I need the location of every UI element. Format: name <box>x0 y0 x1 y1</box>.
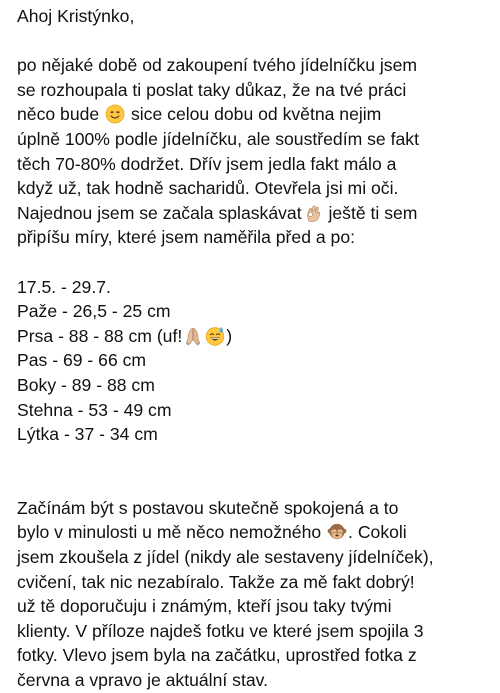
paragraph-line: se rozhoupala ti poslat taky důkaz, že na tvé práci <box>17 79 407 100</box>
measurement-item: Lýtka - 37 - 34 cm <box>17 424 158 445</box>
paragraph-line: připíšu míry, které jsem naměřila před a po: <box>17 227 355 248</box>
line-text: bylo v minulosti u mě něco nemožného <box>17 522 327 543</box>
measurement-item: Boky - 89 - 88 cm <box>17 374 155 395</box>
line-text: Najednou jsem se začala splaskávat <box>17 202 302 223</box>
see-no-evil-monkey-emoji-icon <box>327 522 347 542</box>
paragraph-line: když už, tak hodně sacharidů. Otevřela jsi mi oči. <box>17 178 399 199</box>
paragraph-line: jsem zkoušela z jídel (nikdy ale sestaveny jídelníček), <box>17 547 434 568</box>
greeting: Ahoj Kristýnko, <box>17 6 135 26</box>
paragraph-line: těch 70-80% dodržet. Dřív jsem jedla fakt málo a <box>17 153 397 174</box>
paragraph-line <box>17 201 495 226</box>
paragraph-line: cvičení, tak nic nezabíralo. Takže za mě fakt dobrý! <box>17 571 415 592</box>
measurement-item <box>17 324 495 349</box>
paragraph-line <box>17 102 495 127</box>
blank-line <box>17 471 495 496</box>
paragraph-line: úplně 100% podle jídelníčku, ale soustředím se fakt <box>17 128 419 149</box>
paragraph-line: po nějaké době od zakoupení tvého jídelníčku jsem <box>17 55 418 76</box>
smiling-face-emoji-icon <box>105 104 125 124</box>
blank-line <box>17 250 495 275</box>
folded-hands-emoji-icon <box>183 326 203 346</box>
measurement-item: Pas - 69 - 66 cm <box>17 350 147 371</box>
paragraph-line <box>17 520 495 545</box>
measurement-item: Stehna - 53 - 49 cm <box>17 399 172 420</box>
line-text: ) <box>226 325 233 346</box>
paragraph-line: června a vpravo je aktuální stav. <box>17 670 269 691</box>
paragraph-line: fotky. Vlevo jsem byla na začátku, uprostřed fotka z <box>17 645 417 666</box>
line-text: ještě ti sem <box>323 202 418 223</box>
paragraph-line: klienty. V příloze najdeš fotku ve které jsem spojila 3 <box>17 620 424 641</box>
line-text: . Cokoli <box>348 522 407 543</box>
paragraph-line: už tě doporučuju i známým, kteří jsou taky tvými <box>17 596 392 617</box>
blank-line <box>17 447 495 472</box>
measurement-item: Paže - 26,5 - 25 cm <box>17 301 171 322</box>
line-text: něco bude <box>17 104 105 125</box>
line-text: sice celou dobu od května nejim <box>126 104 382 125</box>
line-text: Prsa - 88 - 88 cm (uf! <box>17 325 183 346</box>
paragraph-line: Začínám být s postavou skutečně spokojená a to <box>17 497 399 518</box>
measurement-dates: 17.5. - 29.7. <box>17 276 111 297</box>
blank-line <box>17 29 495 54</box>
message-body <box>17 4 495 693</box>
sweat-smile-emoji-icon <box>205 326 225 346</box>
ok-hand-emoji-icon <box>303 203 323 223</box>
